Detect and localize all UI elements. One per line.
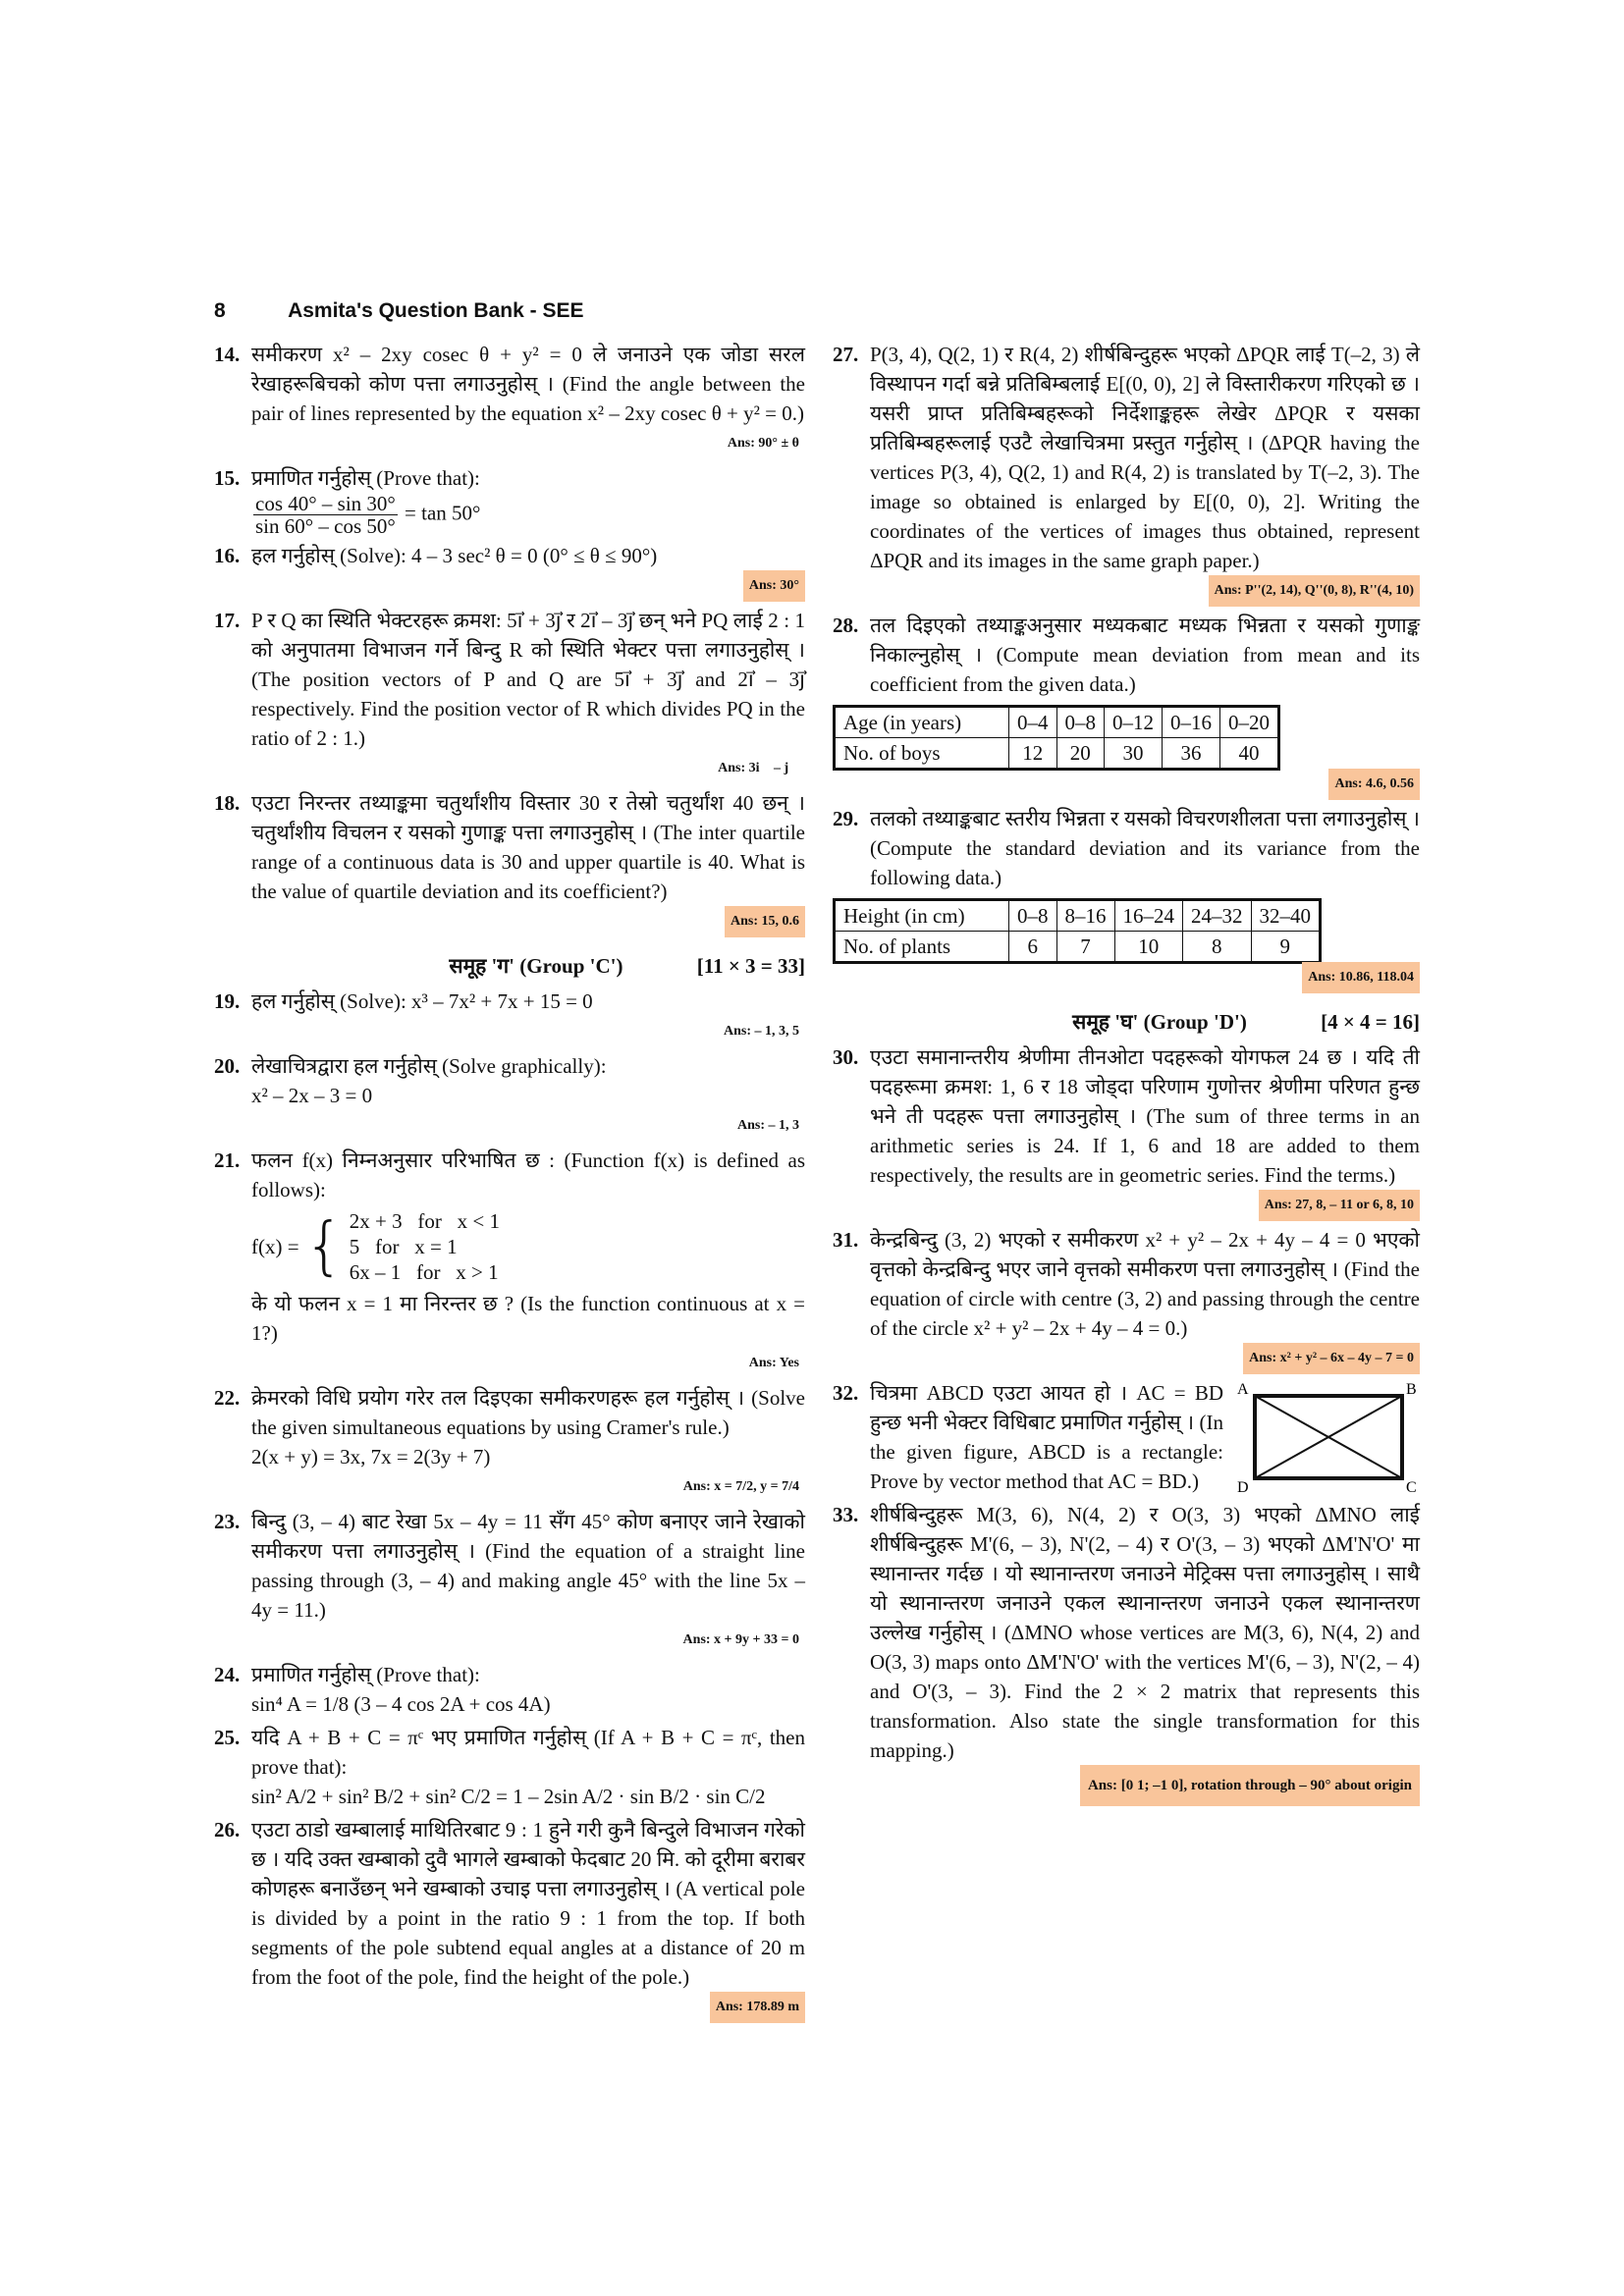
question-20: 20. लेखाचित्रद्वारा हल गर्नुहोस् (Solve graphically): x² – 2x – 3 = 0 (214, 1054, 607, 1107)
table-row: Height (in cm) 0–8 8–16 16–24 24–32 32–40 (835, 900, 1321, 932)
question-30: 30. एउटा समानान्तरीय श्रेणीमा तीनओटा पदहरूको योगफल 24 छ । यदि ती पदहरूमा क्रमश: 1, 6 र 18 जोड्दा परिणाम गुणोत्तर श्रेणीमा परिणत हुन्छ भने ती पदहरू पत्ता लगाउनुहोस् । (The sum of three terms in an arithmetic series is 24. If 1, 6 and 18 are added to them respectively, the results are in geometric series. Find the terms.) (833, 1045, 1420, 1187)
answer-30: Ans: 27, 8, – 11 or 6, 8, 10 (833, 1190, 1420, 1221)
right-column (833, 340, 1420, 1810)
group-d-heading: समूह 'घ' (Group 'D') [4 × 4 = 16] (1072, 1010, 1420, 1034)
table-row: Age (in years) 0–4 0–8 0–12 0–16 0–20 (835, 707, 1279, 738)
data-table-28 (833, 705, 1280, 771)
question-21: 21. फलन f(x) निम्नअनुसार परिभाषित छ : (Function f(x) is defined as follows): f(x) = { 2x + 3 for x < 1 5 for x = 1 6x – 1 for x > 1 के यो फलन x = 1 मा निरन्तर छ ? (Is the function continuous at x = 1?) (214, 1148, 805, 1345)
answer-17: Ans: 3i⃗ – j⃗ (718, 761, 799, 775)
answer-16: Ans: 30° (214, 570, 805, 602)
answer-31: Ans: x² + y² – 6x – 4y – 7 = 0 (833, 1343, 1420, 1374)
answer-26: Ans: 178.89 m (214, 1992, 805, 2023)
question-text: समीकरण x² – 2xy cosec θ + y² = 0 ले जनाउने एक जोडा सरल रेखाहरूबिचको कोण पत्ता लगाउनुहोस् । (Find the angle between the pair of lines represented by the equation x² – 2xy cosec θ + y² = 0.) (251, 343, 805, 425)
question-25: 25. यदि A + B + C = πᶜ भए प्रमाणित गर्नुहोस् (If A + B + C = πᶜ, then prove that): sin² A/2 + sin² B/2 + sin² C/2 = 1 – 2sin A/2 · sin B/2 · sin C/2 (214, 1726, 805, 1808)
answer-28: Ans: 4.6, 0.56 (833, 769, 1420, 800)
question-22: 22. क्रेमरको विधि प्रयोग गरेर तल दिइएका समीकरणहरू हल गर्नुहोस् । (Solve the given simultaneous equations by using Cramer's rule.) 2(x + y) = 3x, 7x = 2(3y + 7) (214, 1386, 805, 1468)
question-27: 27. P(3, 4), Q(2, 1) र R(4, 2) शीर्षबिन्दुहरू भएको ΔPQR लाई T(–2, 3) ले विस्थापन गर्दा बन्ने प्रतिबिम्बलाई E[(0, 0), 2] ले विस्तारीकरण गरिएको छ । यसरी प्राप्त प्रतिबिम्बहरूको निर्देशाङ्कहरू लेखेर ΔPQR र यसका प्रतिबिम्बहरूलाई एउटै लेखाचित्रमा प्रस्तुत गर्नुहोस् । (ΔPQR having the vertices P(3, 4), Q(2, 1) and R(4, 2) is translated by T(–2, 3). The image so obtained is enlarged by E[(0, 0), 2]. Writing the coordinates of the vertices of images thus obtained, represent ΔPQR and its images in the same graph paper.) (833, 343, 1420, 572)
page-header (214, 299, 583, 323)
question-33: 33. शीर्षबिन्दुहरू M(3, 6), N(4, 2) र O(3, 3) भएको ΔMNO लाई शीर्षबिन्दुहरू M'(6, – 3), N'(2, – 4) र O'(3, – 3) भएको ΔM'N'O' मा स्थानान्तर गर्दछ । यो स्थानान्तरण जनाउने मेट्रिक्स पत्ता लगाउनुहोस् । साथै यो स्थानान्तरण जनाउने एकल स्थानान्तरण जनाउने एकल स्थानान्तरण उल्लेख गर्नुहोस् । (ΔMNO whose vertices are M(3, 6), N(4, 2) and O(3, 3) maps onto ΔM'N'O' with the vertices M'(6, – 3), N'(2, – 4) and O'(3, – 3). Find the 2 × 2 matrix that represents this transformation. Also state the single transformation for this mapping.) (833, 1503, 1420, 1762)
group-c-heading: समूह 'ग' (Group 'C') [11 × 3 = 33] (449, 954, 805, 978)
answer-14: Ans: 90° ± θ (727, 436, 799, 451)
question-19: 19. हल गर्नुहोस् (Solve): x³ – 7x² + 7x + 15 = 0 (214, 989, 593, 1013)
question-18: 18. एउटा निरन्तर तथ्याङ्कमा चतुर्थांशीय विस्तार 30 र तेस्रो चतुर्थांश 40 छन् । चतुर्थांशीय विचलन र यसको गुणाङ्क पत्ता लगाउनुहोस् । (The inter quartile range of a continuous data is 30 and upper quartile is 40. What is the value of quartile deviation and its coefficient?) (214, 791, 805, 903)
vertex-a-label: A (1237, 1381, 1249, 1398)
question-28: 28. तल दिइएको तथ्याङ्कअनुसार मध्यकबाट मध्यक भिन्नता र यसको गुणाङ्क निकाल्नुहोस् । (Compute mean deviation from mean and its coefficient from the given data.) (833, 614, 1420, 696)
piecewise-function: f(x) = { 2x + 3 for x < 1 5 for x = 1 6x – 1 for x > 1 (251, 1209, 500, 1284)
rectangle-abcd-diagram (1233, 1378, 1420, 1496)
answer-33: Ans: [0 1; –1 0], rotation through – 90° about origin (833, 1765, 1420, 1806)
question-31: 31. केन्द्रबिन्दु (3, 2) भएको र समीकरण x² + y² – 2x + 4y – 4 = 0 भएको वृत्तको केन्द्रबिन्दु भएर जाने वृत्तको समीकरण पत्ता लगाउनुहोस् । (Find the equation of circle with centre (3, 2) and passing through the centre of the circle x² + y² – 2x + 4y – 4 = 0.) (833, 1228, 1420, 1340)
answer-29: Ans: 10.86, 118.04 (833, 962, 1420, 993)
vertex-b-label: B (1406, 1381, 1417, 1398)
left-column (214, 340, 805, 2027)
question-24: 24. प्रमाणित गर्नुहोस् (Prove that): sin⁴ A = 1/8 (3 – 4 cos 2A + cos 4A) (214, 1663, 551, 1716)
page-number: 8 (214, 299, 226, 322)
book-title: Asmita's Question Bank - SEE (288, 299, 584, 322)
question-17: 17. P र Q का स्थिति भेक्टरहरू क्रमश: 5i⃗ + 3j⃗ र 2i⃗ – 3j⃗ छन् भने PQ लाई 2 : 1 को अनुपातमा विभाजन गर्ने बिन्दु R को स्थिति भेक्टर पत्ता लगाउनुहोस् । (The position vectors of P and Q are 5i⃗ + 3j⃗ and 2i⃗ – 3j⃗ respectively. Find the position vector of R which divides PQ in the ratio of 2 : 1.) (214, 609, 805, 750)
question-23: 23. बिन्दु (3, – 4) बाट रेखा 5x – 4y = 11 सँग 45° कोण बनाएर जाने रेखाको समीकरण पत्ता लगाउनुहोस् । (Find the equation of a straight line passing through (3, – 4) and making angle 45° with the line 5x – 4y = 11.) (214, 1510, 805, 1622)
vertex-d-label: D (1237, 1479, 1249, 1496)
table-row: No. of plants 6 7 10 8 9 (835, 932, 1321, 963)
answer-27: Ans: P''(2, 14), Q''(0, 8), R''(4, 10) (833, 575, 1420, 607)
question-29: 29. तलको तथ्याङ्कबाट स्तरीय भिन्नता र यसको विचरणशीलता पत्ता लगाउनुहोस् । (Compute the standard deviation and its variance from the following data.) (833, 807, 1420, 889)
answer-18: Ans: 15, 0.6 (214, 906, 805, 937)
answer-19: Ans: – 1, 3, 5 (723, 1024, 799, 1039)
answer-20: Ans: – 1, 3 (736, 1118, 799, 1133)
question-14: 14. समीकरण x² – 2xy cosec θ + y² = 0 ले जनाउने एक जोडा सरल रेखाहरूबिचको कोण पत्ता लगाउनुहोस् । (Find the angle between the pair of lines represented by the equation x² – 2xy cosec θ + y² = 0.) (214, 343, 805, 425)
data-table-29 (833, 898, 1322, 964)
fraction: $\frac{\cos 40^\circ - \sin 30^\circ}{\sin 60^\circ - \cos 50^\circ}$ (255, 492, 396, 538)
question-26: 26. एउटा ठाडो खम्बालाई माथितिरबाट 9 : 1 हुने गरी कुनै बिन्दुले विभाजन गरेको छ । यदि उक्त खम्बाको दुवै भागले खम्बाको फेदबाट 20 मि. को दूरीमा बराबर कोणहरू बनाउँछन् भने खम्बाको उचाइ पत्ता लगाउनुहोस् । (A vertical pole is divided by a point in the ratio 9 : 1 from the top. If both segments of the pole subtend equal angles at a distance of 20 m from the foot of the pole, find the height of the pole.) (214, 1818, 805, 1989)
rectangle-figure (1233, 1378, 1420, 1504)
table-row: No. of boys 12 20 30 36 40 (835, 738, 1279, 770)
answer-23: Ans: x + 9y + 33 = 0 (682, 1632, 799, 1647)
question-15: 15. प्रमाणित गर्नुहोस् (Prove that): $\frac{\cos 40^\circ - \sin 30^\circ}{\sin 60^\circ - \cos 50^\circ}$ = tan 50° (214, 466, 481, 538)
vertex-c-label: C (1406, 1479, 1417, 1496)
answer-21: Ans: Yes (748, 1356, 799, 1370)
question-32: 32. चित्रमा ABCD एउटा आयत हो । AC = BD हुन्छ भनी भेक्टर विधिबाट प्रमाणित गर्नुहोस् । (In the given figure, ABCD is a rectangle: Prove by vector method that AC = BD.) A B C D (833, 1378, 1420, 1496)
answer-22: Ans: x = 7/2, y = 7/4 (682, 1479, 799, 1494)
question-16: 16. हल गर्नुहोस् (Solve): 4 – 3 sec² θ = 0 (0° ≤ θ ≤ 90°) (214, 544, 658, 567)
